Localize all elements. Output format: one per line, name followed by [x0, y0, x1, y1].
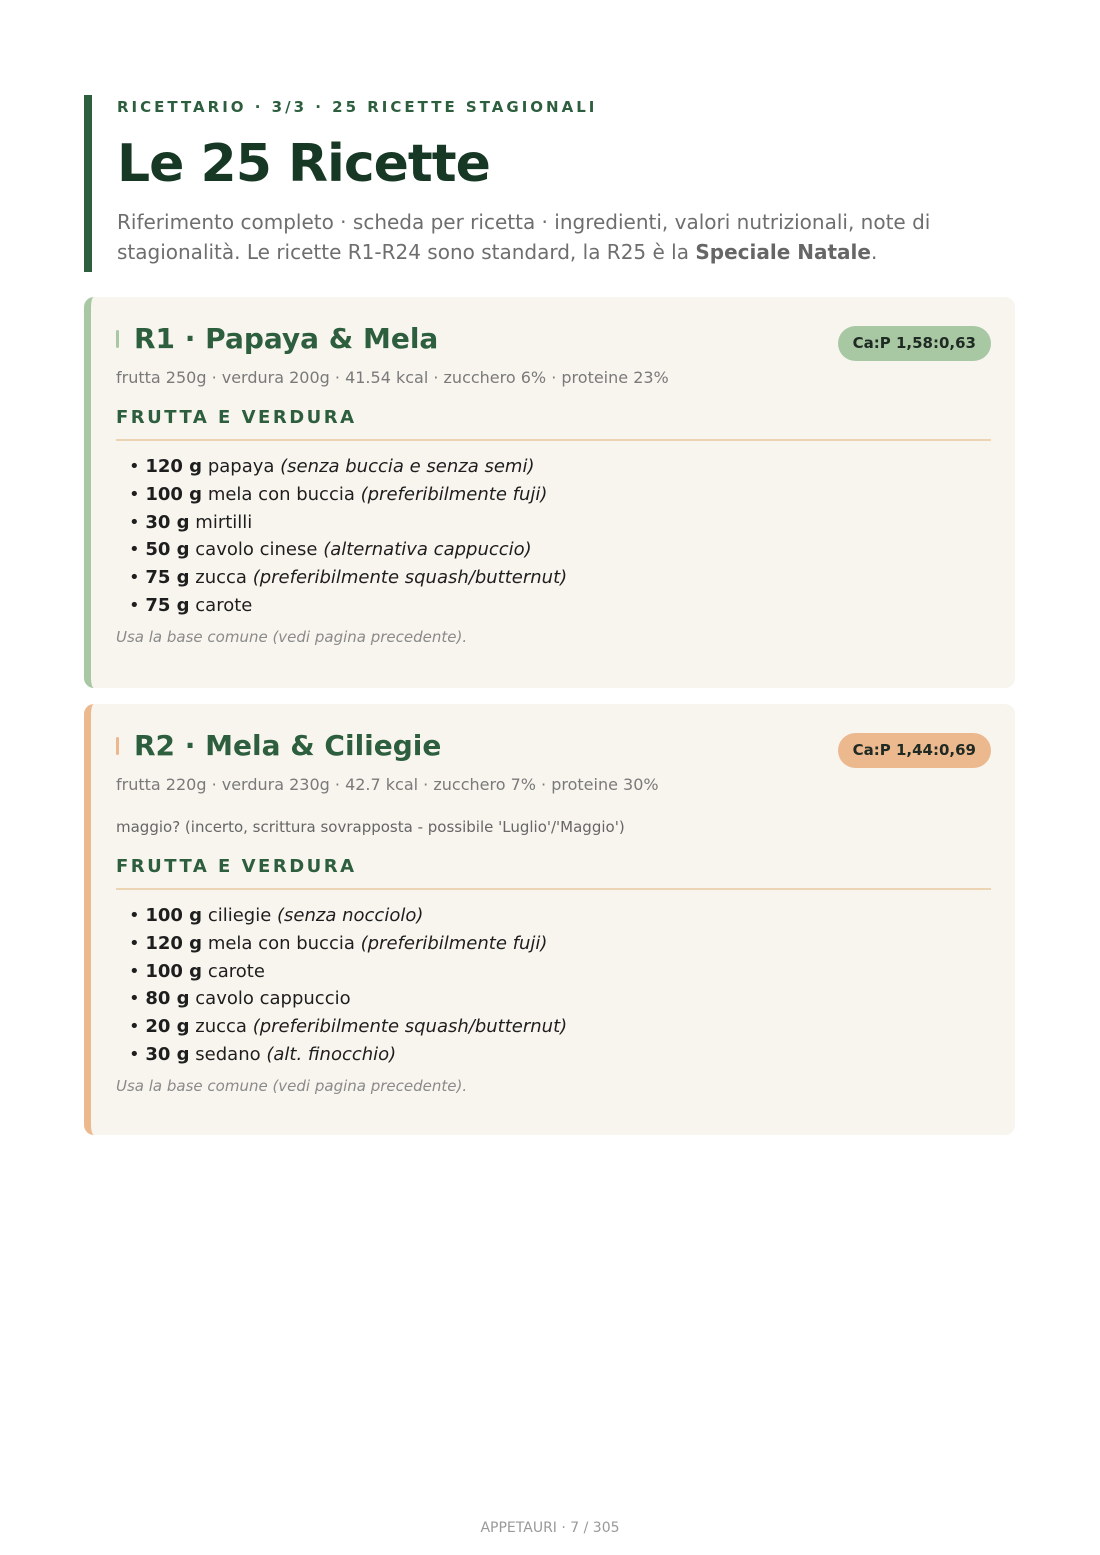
- recipe-meta: frutta 220g · verdura 230g · 42.7 kcal · zucchero 7% · proteine 30%: [116, 775, 659, 794]
- intro-paragraph: [117, 207, 944, 267]
- page-title: Le 25 Ricette: [117, 134, 490, 194]
- recipe-title-text: R2 · Mela & Ciliegie: [134, 729, 442, 762]
- recipe-meta: frutta 250g · verdura 200g · 41.54 kcal · zucchero 6% · proteine 23%: [116, 368, 669, 387]
- ingredient-name: sedano: [195, 1043, 261, 1065]
- ca-p-badge: Ca:P 1,58:0,63: [838, 326, 991, 361]
- ingredient-hint: (preferibilmente fuji): [360, 483, 548, 505]
- ingredient-qty: 20 g: [145, 1016, 190, 1038]
- ingredient-hint: (senza nocciolo): [277, 905, 424, 926]
- ingredient-qty: 30 g: [145, 511, 190, 533]
- ingredient-name: mirtilli: [195, 511, 253, 533]
- section-label-fruit-veg: FRUTTA E VERDURA: [116, 405, 991, 441]
- ingredient-item: • 100 g carote: [129, 960, 265, 982]
- ingredient-list: [116, 902, 991, 1069]
- recipe-title-text: R1 · Papaya & Mela: [134, 322, 439, 355]
- ingredient-name: papaya: [207, 456, 275, 477]
- ingredient-name: zucca: [195, 1016, 247, 1038]
- accent-tick: [116, 330, 119, 348]
- ingredient-qty: 75 g: [145, 594, 190, 616]
- ingredient-item: • 80 g cavolo cappuccio: [129, 988, 351, 1010]
- ca-p-badge: Ca:P 1,44:0,69: [838, 733, 991, 768]
- ingredient-list: [116, 453, 991, 620]
- ingredient-qty: 30 g: [145, 1043, 190, 1065]
- recipe-card-r2: [84, 704, 1015, 1135]
- ingredient-hint: (preferibilmente fuji): [360, 932, 548, 954]
- page-footer: APPETAURI · 7 / 305: [480, 1520, 620, 1536]
- ingredient-item: • 50 g cavolo cinese (alternativa cappuccio): [129, 539, 532, 561]
- ingredient-qty: 75 g: [145, 567, 190, 589]
- ingredient-item: • 120 g mela con buccia (preferibilmente fuji): [129, 932, 548, 954]
- season-note: maggio? (incerto, scrittura sovrapposta - possibile 'Luglio'/'Maggio'): [116, 818, 625, 836]
- accent-tick: [116, 737, 119, 755]
- ingredient-item: • 75 g zucca (preferibilmente squash/butternut): [129, 567, 568, 589]
- ingredient-item: • 120 g papaya (senza buccia e senza semi): [129, 456, 535, 477]
- recipe-title: [116, 321, 438, 357]
- ingredient-qty: 100 g: [145, 483, 203, 505]
- section-label-fruit-veg: FRUTTA E VERDURA: [116, 854, 991, 890]
- recipe-card-header: [116, 297, 991, 359]
- ingredient-name: mela con buccia: [207, 483, 355, 505]
- intro-text: Riferimento completo · scheda per ricetta · ingredienti, valori nutrizionali, note di stagionalità. Le ricette R1-R24 sono standard, la R25 è la: [117, 210, 931, 264]
- ingredient-name: cavolo cappuccio: [195, 988, 351, 1010]
- ingredient-name: ciliegie: [207, 905, 272, 926]
- ingredient-qty: 50 g: [145, 539, 190, 561]
- base-note: Usa la base comune (vedi pagina precedente).: [116, 1076, 468, 1095]
- ingredient-qty: 120 g: [145, 456, 203, 477]
- intro-end: .: [870, 240, 878, 264]
- ingredient-name: carote: [195, 594, 253, 616]
- ingredient-item: • 75 g carote: [129, 594, 253, 616]
- ingredient-name: cavolo cinese: [195, 539, 318, 561]
- ingredient-qty: 100 g: [145, 960, 203, 982]
- intro-highlight: Speciale Natale: [695, 240, 871, 264]
- ingredient-qty: 120 g: [145, 932, 203, 954]
- ingredient-hint: (preferibilmente squash/butternut): [252, 1016, 568, 1038]
- recipe-title: [116, 728, 441, 764]
- eyebrow-label: RICETTARIO · 3/3 · 25 RICETTE STAGIONALI: [117, 98, 598, 116]
- ingredient-qty: 80 g: [145, 988, 190, 1010]
- ingredient-name: zucca: [195, 567, 247, 589]
- ingredient-hint: (preferibilmente squash/butternut): [252, 567, 568, 589]
- ingredient-hint: (alt. finocchio): [266, 1043, 397, 1065]
- ingredient-item: • 100 g ciliegie (senza nocciolo): [129, 905, 424, 926]
- recipe-card-header: [116, 704, 991, 766]
- recipe-card-r1: [84, 297, 1015, 688]
- ingredient-item: • 30 g sedano (alt. finocchio): [129, 1043, 397, 1065]
- base-note: Usa la base comune (vedi pagina precedente).: [116, 627, 468, 646]
- page-header: [84, 95, 944, 272]
- ingredient-item: • 30 g mirtilli: [129, 511, 253, 533]
- ingredient-item: • 20 g zucca (preferibilmente squash/butternut): [129, 1016, 568, 1038]
- ingredient-name: carote: [207, 960, 265, 982]
- ingredient-name: mela con buccia: [207, 932, 355, 954]
- ingredient-hint: (senza buccia e senza semi): [280, 456, 535, 477]
- ingredient-hint: (alternativa cappuccio): [323, 539, 532, 561]
- ingredient-qty: 100 g: [145, 905, 203, 926]
- ingredient-item: • 100 g mela con buccia (preferibilmente fuji): [129, 483, 548, 505]
